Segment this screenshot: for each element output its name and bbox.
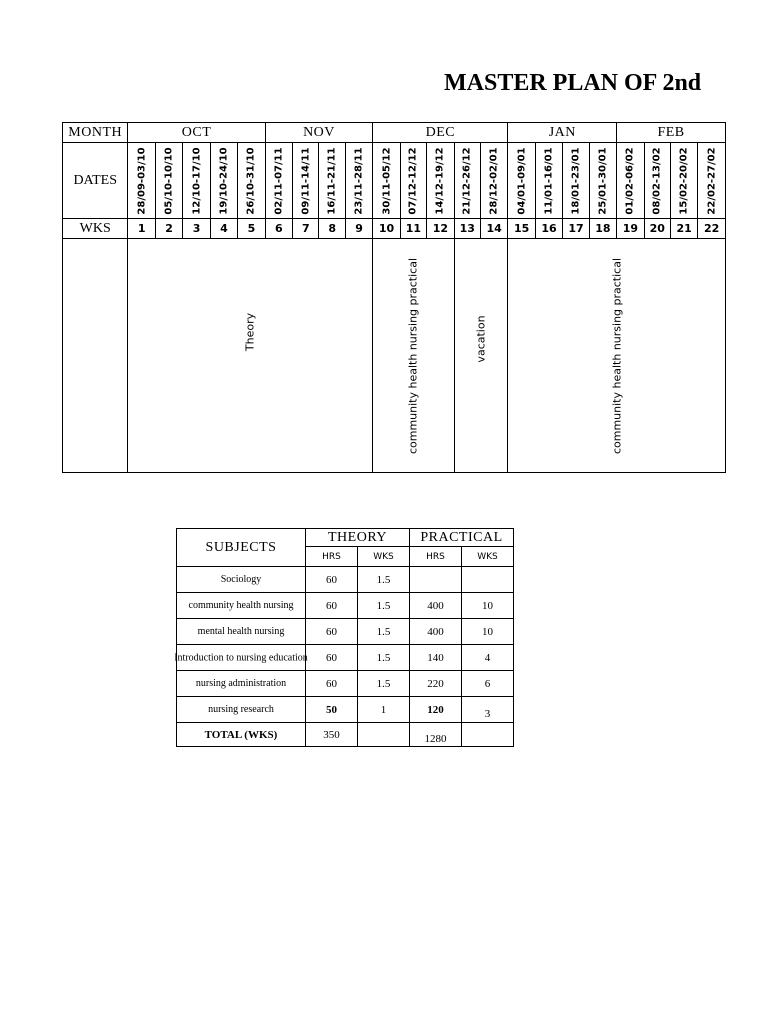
vacation-block [454, 239, 508, 473]
date-text: 15/02-20/02 [678, 146, 690, 215]
week-number: 14 [480, 219, 507, 239]
subject-name: nursing research [177, 697, 306, 723]
week-number: 13 [454, 219, 480, 239]
date-cell [128, 143, 155, 219]
month-oct: OCT [128, 123, 265, 143]
month-dec: DEC [373, 123, 508, 143]
theory-hrs: 60 [306, 671, 358, 697]
table-row [177, 697, 514, 723]
subject-name: mental health nursing [177, 619, 306, 645]
date-cell [535, 143, 562, 219]
subject-name-cell [174, 645, 308, 671]
practical-wks-cell [462, 697, 514, 723]
week-number: 18 [589, 219, 616, 239]
date-text: 07/12-12/12 [407, 146, 419, 215]
date-cell [265, 143, 292, 219]
date-text: 28/09-03/10 [136, 146, 148, 215]
date-cell [670, 143, 697, 219]
date-text: 22/02-27/02 [706, 146, 718, 215]
date-text: 28/12-02/01 [488, 146, 500, 215]
practical-wks-header: WKS [462, 547, 514, 567]
practical-wks: 3 [484, 707, 491, 720]
date-cell [508, 143, 535, 219]
total-practical-hrs: 1280 [424, 732, 447, 745]
date-cell [210, 143, 237, 219]
date-cell [589, 143, 616, 219]
date-cell [373, 143, 400, 219]
dates-label: DATES [63, 143, 128, 219]
week-number: 12 [427, 219, 454, 239]
date-text: 19/10-24/10 [218, 146, 230, 215]
theory-header: THEORY [306, 529, 410, 547]
theory-hrs: 60 [306, 619, 358, 645]
theory-wks: 1.5 [358, 671, 410, 697]
table-row [177, 593, 514, 619]
date-cell [183, 143, 210, 219]
practical-wks [462, 567, 514, 593]
date-text: 30/11-05/12 [381, 146, 393, 215]
subject-name: community health nursing [177, 593, 306, 619]
table-row [177, 645, 514, 671]
week-number: 11 [400, 219, 426, 239]
week-number: 20 [644, 219, 670, 239]
practical-hrs: 140 [410, 645, 462, 671]
vacation-label: vacation [474, 315, 488, 363]
date-cell [563, 143, 589, 219]
date-text: 04/01-09/01 [516, 146, 528, 215]
master-plan-grid [62, 122, 720, 476]
date-text: 16/11-21/11 [326, 146, 338, 215]
week-number: 4 [210, 219, 237, 239]
wks-label: WKS [63, 219, 128, 239]
practical-wks: 6 [462, 671, 514, 697]
theory-wks: 1.5 [358, 567, 410, 593]
table-row [177, 567, 514, 593]
date-text: 25/01-30/01 [597, 146, 609, 215]
date-cell [400, 143, 426, 219]
date-cell [698, 143, 726, 219]
theory-hrs: 60 [306, 593, 358, 619]
practical-hrs [410, 567, 462, 593]
subjects-table [176, 528, 514, 747]
subject-name: Sociology [177, 567, 306, 593]
practical-hrs: 400 [410, 593, 462, 619]
week-number: 21 [670, 219, 697, 239]
month-nov: NOV [265, 123, 373, 143]
month-jan: JAN [508, 123, 617, 143]
chn-practical-block-1 [373, 239, 454, 473]
total-row [177, 723, 514, 747]
date-cell [617, 143, 644, 219]
subject-name: Introduction to nursing education [174, 652, 308, 663]
practical-hrs: 400 [410, 619, 462, 645]
practical-header: PRACTICAL [410, 529, 514, 547]
activity-label-cell [63, 239, 128, 473]
week-number: 2 [155, 219, 182, 239]
practical-hrs: 120 [410, 697, 462, 723]
date-cell [345, 143, 372, 219]
week-number: 5 [238, 219, 265, 239]
practical-hrs: 220 [410, 671, 462, 697]
date-text: 09/11-14/11 [300, 146, 312, 215]
date-cell [319, 143, 345, 219]
date-text: 05/10-10/10 [163, 146, 175, 215]
date-text: 18/01-23/01 [570, 146, 582, 215]
practical-hrs-header: HRS [410, 547, 462, 567]
date-text: 12/10-17/10 [191, 146, 203, 215]
week-number: 15 [508, 219, 535, 239]
total-practical-hrs-cell [410, 723, 462, 747]
total-theory-hrs: 350 [306, 723, 358, 747]
theory-wks: 1.5 [358, 593, 410, 619]
theory-wks: 1 [358, 697, 410, 723]
total-practical-wks [462, 723, 514, 747]
date-text: 21/12-26/12 [461, 146, 473, 215]
theory-wks: 1.5 [358, 645, 410, 671]
date-cell [454, 143, 480, 219]
date-text: 11/01-16/01 [543, 146, 555, 215]
week-number: 8 [319, 219, 345, 239]
date-text: 02/11-07/11 [273, 146, 285, 215]
week-number: 7 [293, 219, 319, 239]
date-text: 08/02-13/02 [651, 146, 663, 215]
subjects-header: SUBJECTS [177, 529, 306, 567]
theory-hrs: 50 [306, 697, 358, 723]
theory-label: Theory [243, 313, 257, 352]
date-text: 26/10-31/10 [245, 146, 257, 215]
theory-hrs: 60 [306, 645, 358, 671]
week-number: 16 [535, 219, 562, 239]
date-cell [238, 143, 265, 219]
theory-block [128, 239, 373, 473]
week-number: 22 [698, 219, 726, 239]
month-feb: FEB [617, 123, 726, 143]
week-number: 19 [617, 219, 644, 239]
date-cell [293, 143, 319, 219]
date-text: 23/11-28/11 [353, 146, 365, 215]
chn-practical-block-2 [508, 239, 726, 473]
date-cell [427, 143, 454, 219]
theory-wks: 1.5 [358, 619, 410, 645]
date-cell [155, 143, 182, 219]
practical-wks: 10 [462, 593, 514, 619]
practical-wks: 10 [462, 619, 514, 645]
table-row [177, 671, 514, 697]
week-number: 9 [345, 219, 372, 239]
week-number: 1 [128, 219, 155, 239]
total-theory-wks [358, 723, 410, 747]
practical-wks: 4 [462, 645, 514, 671]
total-label: TOTAL (WKS) [177, 723, 306, 747]
date-text: 14/12-19/12 [434, 146, 446, 215]
month-label: MONTH [63, 123, 128, 143]
week-number: 3 [183, 219, 210, 239]
week-number: 6 [265, 219, 292, 239]
theory-hrs: 60 [306, 567, 358, 593]
theory-hrs-header: HRS [306, 547, 358, 567]
chn-practical-label-2: community health nursing practical [610, 257, 624, 454]
week-number: 17 [563, 219, 589, 239]
date-cell [644, 143, 670, 219]
table-row [177, 619, 514, 645]
chn-practical-label-1: community health nursing practical [406, 257, 420, 454]
date-text: 01/02-06/02 [624, 146, 636, 215]
page-title: MASTER PLAN OF 2nd [444, 70, 702, 96]
subject-name: nursing administration [177, 671, 306, 697]
theory-wks-header: WKS [358, 547, 410, 567]
week-number: 10 [373, 219, 400, 239]
date-cell [480, 143, 507, 219]
